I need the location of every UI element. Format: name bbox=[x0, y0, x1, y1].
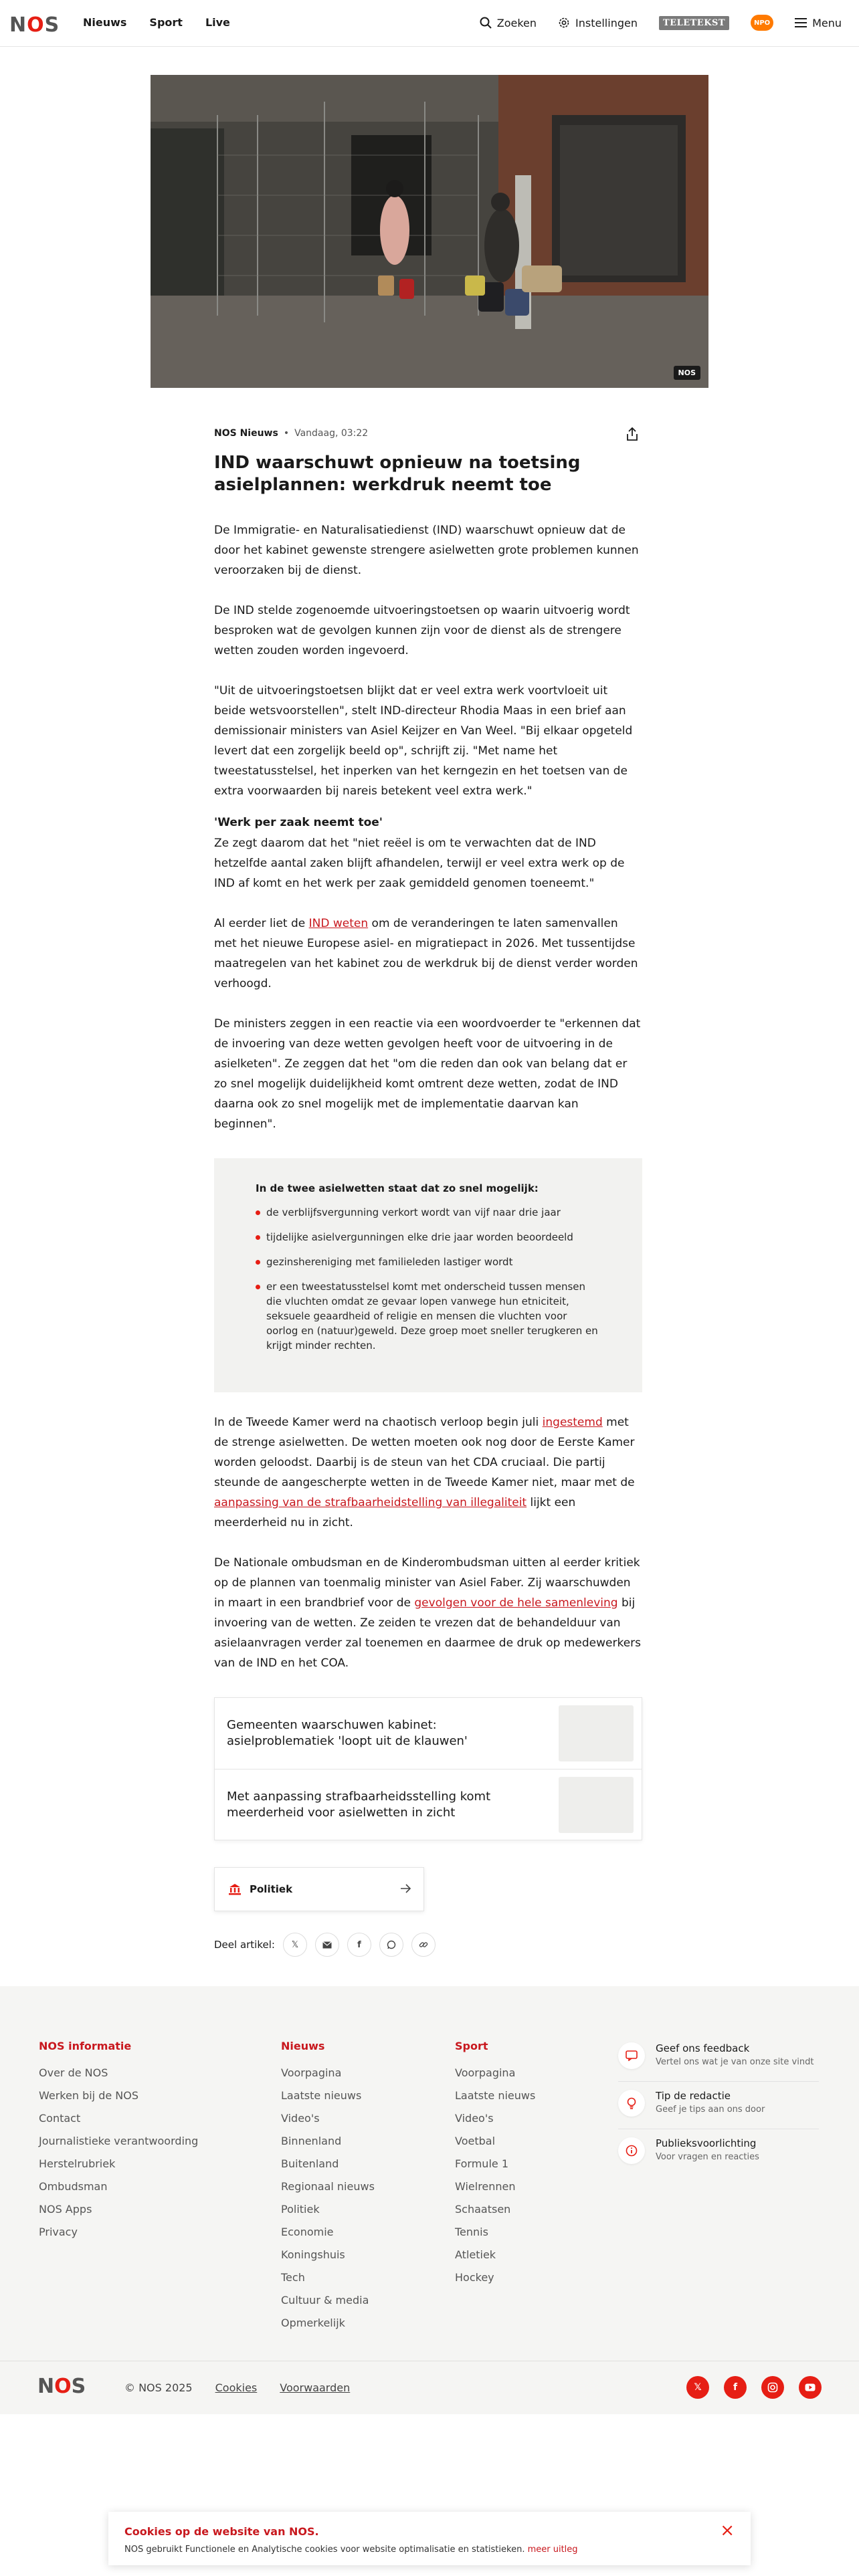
footer-link[interactable]: Economie bbox=[281, 2226, 334, 2238]
related-article[interactable] bbox=[215, 1769, 642, 1840]
facebook-share-button[interactable] bbox=[347, 1933, 371, 1957]
settings-label: Instellingen bbox=[575, 16, 638, 29]
footer-link[interactable]: Journalistieke verantwoording bbox=[39, 2135, 199, 2147]
x-icon: 𝕏 bbox=[291, 1939, 299, 1950]
footer-legal bbox=[124, 2381, 350, 2394]
info-box-list bbox=[256, 1205, 601, 1353]
article-source[interactable]: NOS Nieuws bbox=[214, 428, 278, 439]
related-title: Met aanpassing strafbaarheidsstelling komt meerderheid voor asielwetten in zicht bbox=[227, 1789, 491, 1820]
text: De Nationale ombudsman en de Kinderombudsman uitten al eerder kritiek op de plannen van toenmalig minister van Asiel Faber. Zij waarschuwden in maart in een brandbrief voor de bbox=[214, 1556, 640, 1610]
x-share-button[interactable] bbox=[283, 1933, 307, 1957]
arrow-right-icon bbox=[399, 1883, 411, 1895]
tip-sub: Geef je tips aan ons door bbox=[656, 2105, 765, 2115]
list-item: er een tweestatusstelsel komt met onderscheid tussen mensen die vluchten omdat ze gevaar lopen vanwege hun etniciteit, seksuele geaardheid of religie en mensen die vluchten voor oorlog en (natuur)geweld. Deze groep moet sneller terugkeren en krijgt minder rechten. bbox=[256, 1279, 601, 1353]
hero-nos-badge: NOS bbox=[674, 366, 700, 380]
menu-button[interactable] bbox=[795, 17, 842, 29]
article bbox=[214, 428, 642, 1957]
footer-link[interactable]: Buitenland bbox=[281, 2157, 339, 2170]
paragraph: "Uit de uitvoeringstoetsen blijkt dat er veel extra werk voortvloeit uit beide wetsvoorstellen", stelt IND-directeur Rhodia Maas in een brief aan demissionair ministers van Asiel Keijzer en Van Weel. "Bij elkaar opgeteld levert dat een zorgelijk beeld op", schrijft zij. "Met name het tweestatusstelsel, het inperken van het kerngezin en het toetsen van de extra voorwaarden bij nareis betekent veel extra werk." bbox=[214, 684, 633, 798]
footer-link[interactable]: Opmerkelijk bbox=[281, 2317, 345, 2329]
info-icon bbox=[618, 2137, 645, 2164]
meta-separator: • bbox=[283, 428, 290, 439]
site-header bbox=[0, 0, 859, 47]
footer-link[interactable]: Over de NOS bbox=[39, 2066, 108, 2079]
list-item: gezinshereniging met familieleden lastiger wordt bbox=[256, 1255, 601, 1269]
gevolgen-link[interactable]: gevolgen voor de hele samenleving bbox=[414, 1596, 618, 1610]
cookie-more-link[interactable]: meer uitleg bbox=[527, 2545, 578, 2555]
close-icon[interactable]: × bbox=[720, 2520, 735, 2541]
footer-link[interactable]: NOS Apps bbox=[39, 2203, 92, 2216]
paragraph: Ze zegt daarom dat het "niet reëel is om te verwachten dat de IND hetzelfde aantal zaken blijft afhandelen, terwijl er veel extra werk op de IND af komt en het werk per zaak gemiddeld genomen toeneemt." bbox=[214, 837, 625, 890]
topic-politiek[interactable] bbox=[214, 1867, 424, 1911]
hero-photo bbox=[151, 75, 708, 388]
cookie-banner bbox=[108, 2512, 751, 2565]
footer-link[interactable]: Herstelrubriek bbox=[39, 2157, 116, 2170]
footer-link[interactable]: Werken bij de NOS bbox=[39, 2089, 139, 2102]
paragraph bbox=[214, 914, 642, 994]
feedback-title: Geef ons feedback bbox=[656, 2042, 750, 2054]
paragraph: De Immigratie- en Naturalisatiedienst (IND) waarschuwt opnieuw dat de door het kabinet gewenste strengere asielwetten grote problemen kunnen veroorzaken bij de dienst. bbox=[214, 524, 639, 577]
menu-label: Menu bbox=[812, 16, 842, 29]
lightbulb-icon bbox=[618, 2090, 645, 2117]
feedback-icon bbox=[618, 2042, 645, 2069]
text: bij invoering van de wetten. Ze zeiden te vrezen dat de behandelduur van asielaanvragen verder zal toenemen en daarmee de druk op medewerkers van de IND en het COA. bbox=[214, 1596, 642, 1670]
footer-link[interactable]: Binnenland bbox=[281, 2135, 342, 2147]
youtube-social-icon[interactable] bbox=[799, 2376, 822, 2399]
footer-heading: NOS informatie bbox=[39, 2040, 132, 2052]
main-nav bbox=[83, 16, 230, 29]
gear-icon bbox=[558, 17, 570, 29]
footer-heading: Nieuws bbox=[281, 2040, 325, 2052]
text: lijkt een meerderheid nu in zicht. bbox=[214, 1496, 576, 1529]
footer-link[interactable]: Voorpagina bbox=[455, 2066, 516, 2079]
article-time: Vandaag, 03:22 bbox=[294, 428, 369, 439]
share-button[interactable] bbox=[622, 424, 642, 444]
topic-label: Politiek bbox=[250, 1883, 293, 1895]
footer-link[interactable]: Hockey bbox=[455, 2271, 494, 2284]
header-actions bbox=[480, 15, 842, 31]
copyright: © NOS 2025 bbox=[124, 2381, 193, 2394]
footer-contact bbox=[618, 2034, 819, 2176]
list-item: de verblijfsvergunning verkort wordt van vijf naar drie jaar bbox=[256, 1205, 601, 1220]
footer-nos-logo[interactable]: NOS bbox=[37, 2375, 86, 2398]
facebook-icon: f bbox=[357, 1939, 361, 1950]
search-button[interactable] bbox=[480, 17, 537, 29]
npo-logo[interactable]: NPO bbox=[751, 15, 773, 31]
nav-live[interactable]: Live bbox=[205, 16, 230, 29]
footer-col-info bbox=[39, 2040, 198, 2244]
footer-heading: Sport bbox=[455, 2040, 488, 2052]
tip-link[interactable] bbox=[618, 2082, 819, 2129]
facebook-social-icon[interactable]: f bbox=[724, 2376, 747, 2399]
footer-link[interactable]: Atletiek bbox=[455, 2248, 496, 2261]
text: In de Tweede Kamer werd na chaotisch verloop begin juli bbox=[214, 1416, 543, 1429]
settings-button[interactable] bbox=[558, 17, 638, 29]
share-label: Deel artikel: bbox=[214, 1939, 275, 1951]
hero-image bbox=[151, 75, 708, 388]
site-footer bbox=[0, 1986, 859, 2361]
social-links bbox=[686, 2376, 822, 2399]
search-icon bbox=[480, 17, 492, 29]
share-icon bbox=[626, 427, 639, 441]
footer-link[interactable]: Politiek bbox=[281, 2203, 320, 2216]
share-bar bbox=[214, 1933, 642, 1957]
instagram-social-icon[interactable] bbox=[761, 2376, 784, 2399]
related-article[interactable] bbox=[215, 1698, 642, 1769]
terms-link[interactable]: Voorwaarden bbox=[280, 2381, 351, 2394]
publieksvoorlichting-link[interactable] bbox=[618, 2129, 819, 2176]
hamburger-icon bbox=[795, 18, 807, 27]
nav-nieuws[interactable]: Nieuws bbox=[83, 16, 127, 29]
whatsapp-icon bbox=[387, 1940, 396, 1949]
footer-link[interactable]: Wielrennen bbox=[455, 2180, 516, 2193]
feedback-link[interactable] bbox=[618, 2034, 819, 2082]
parliament-icon bbox=[228, 1883, 242, 1895]
related-thumbnail bbox=[559, 1705, 634, 1761]
cookie-text bbox=[124, 2545, 735, 2555]
strafbaarheidstelling-link[interactable]: aanpassing van de strafbaarheidstelling van illegaliteit bbox=[214, 1496, 527, 1509]
footer-col-nieuws bbox=[281, 2040, 375, 2335]
list-item: tijdelijke asielvergunningen elke drie jaar worden beoordeeld bbox=[256, 1230, 601, 1245]
paragraph: De IND stelde zogenoemde uitvoeringstoetsen op waarin uitvoerig wordt besproken wat de gevolgen kunnen zijn voor de dienst als de strengere wetten zouden worden ingevoerd. bbox=[214, 604, 630, 657]
footer-link[interactable]: Voorpagina bbox=[281, 2066, 342, 2079]
search-label: Zoeken bbox=[496, 16, 537, 29]
footer-link[interactable]: Formule 1 bbox=[455, 2157, 508, 2170]
cookie-body: NOS gebruikt Functionele en Analytische cookies voor website optimalisatie en statistieken. bbox=[124, 2545, 525, 2555]
related-thumbnail bbox=[559, 1777, 634, 1833]
article-body bbox=[214, 520, 642, 1673]
footer-link[interactable]: Tech bbox=[281, 2271, 305, 2284]
text: om de veranderingen te laten samenvallen met het nieuwe Europese asiel- en migratiepact in 2026. Met tussentijdse maatregelen van het kabinet zou de werkdruk bij de dienst verder worden verhoogd. bbox=[214, 917, 638, 990]
footer-link[interactable]: Video's bbox=[455, 2112, 494, 2125]
footer-link[interactable]: Regionaal nieuws bbox=[281, 2180, 375, 2193]
nos-logo[interactable]: NOS bbox=[9, 13, 60, 37]
cookies-link[interactable]: Cookies bbox=[215, 2381, 258, 2394]
publieksvoorlichting-sub: Voor vragen en reacties bbox=[656, 2152, 759, 2162]
whatsapp-share-button[interactable] bbox=[379, 1933, 403, 1957]
text: Al eerder liet de bbox=[214, 917, 309, 930]
email-share-button[interactable] bbox=[315, 1933, 339, 1957]
footer-link[interactable]: Cultuur & media bbox=[281, 2294, 369, 2306]
footer-link[interactable]: Koningshuis bbox=[281, 2248, 345, 2261]
article-subheading: 'Werk per zaak neemt toe' bbox=[214, 816, 383, 829]
footer-link[interactable]: Ombudsman bbox=[39, 2180, 108, 2193]
footer-link[interactable]: Laatste nieuws bbox=[281, 2089, 362, 2102]
x-social-icon[interactable]: 𝕏 bbox=[686, 2376, 709, 2399]
info-box-title: In de twee asielwetten staat dat zo snel mogelijk: bbox=[256, 1182, 539, 1194]
related-articles bbox=[214, 1697, 642, 1840]
ingestemd-link[interactable]: ingestemd bbox=[542, 1416, 603, 1429]
mail-icon bbox=[322, 1941, 332, 1949]
feedback-sub: Vertel ons wat je van onze site vindt bbox=[656, 2057, 814, 2067]
article-meta bbox=[214, 428, 642, 439]
ind-weten-link[interactable]: IND weten bbox=[308, 917, 369, 930]
footer-link[interactable]: Laatste nieuws bbox=[455, 2089, 536, 2102]
footer-col-sport bbox=[455, 2040, 535, 2289]
footer-link[interactable]: Voetbal bbox=[455, 2135, 496, 2147]
paragraph bbox=[214, 1553, 642, 1673]
cookie-title: Cookies op de website van NOS. bbox=[124, 2525, 319, 2538]
footer-link[interactable]: Video's bbox=[281, 2112, 320, 2125]
article-title: IND waarschuwt opnieuw na toetsing asielplannen: werkdruk neemt toe bbox=[214, 453, 581, 495]
footer-link[interactable]: Schaatsen bbox=[455, 2203, 511, 2216]
footer-bottom bbox=[0, 2361, 859, 2414]
paragraph: De ministers zeggen in een reactie via een woordvoerder te "erkennen dat de invoering van deze wetten gevolgen heeft voor de uitvoering in de asielketen". Ze zeggen dat het "om die reden dan ook van belang dat er zo snel mogelijk duidelijkheid komt omtrent deze wetten, zodat de IND daarna ook zo snel mogelijk met de implementatie daarvan kan beginnen". bbox=[214, 1017, 641, 1131]
footer-link[interactable]: Tennis bbox=[455, 2226, 488, 2238]
tip-title: Tip de redactie bbox=[656, 2090, 731, 2102]
info-box bbox=[214, 1158, 642, 1392]
paragraph bbox=[214, 1412, 642, 1533]
link-icon bbox=[419, 1940, 428, 1949]
footer-link[interactable]: Contact bbox=[39, 2112, 81, 2125]
publieksvoorlichting-title: Publieksvoorlichting bbox=[656, 2137, 757, 2149]
copy-link-button[interactable] bbox=[411, 1933, 436, 1957]
related-title: Gemeenten waarschuwen kabinet: asielproblematiek 'loopt uit de klauwen' bbox=[227, 1718, 468, 1748]
nav-sport[interactable]: Sport bbox=[149, 16, 183, 29]
footer-link[interactable]: Privacy bbox=[39, 2226, 78, 2238]
teletekst-link[interactable]: TELETEKST bbox=[659, 16, 729, 30]
text: met de strenge asielwetten. De wetten moeten ook nog door de Eerste Kamer worden geloodst. Daarbij is de steun van het CDA cruciaal. Die partij steunde de aangescherpte wetten in de Tweede Kamer niet, maar met de bbox=[214, 1416, 635, 1489]
